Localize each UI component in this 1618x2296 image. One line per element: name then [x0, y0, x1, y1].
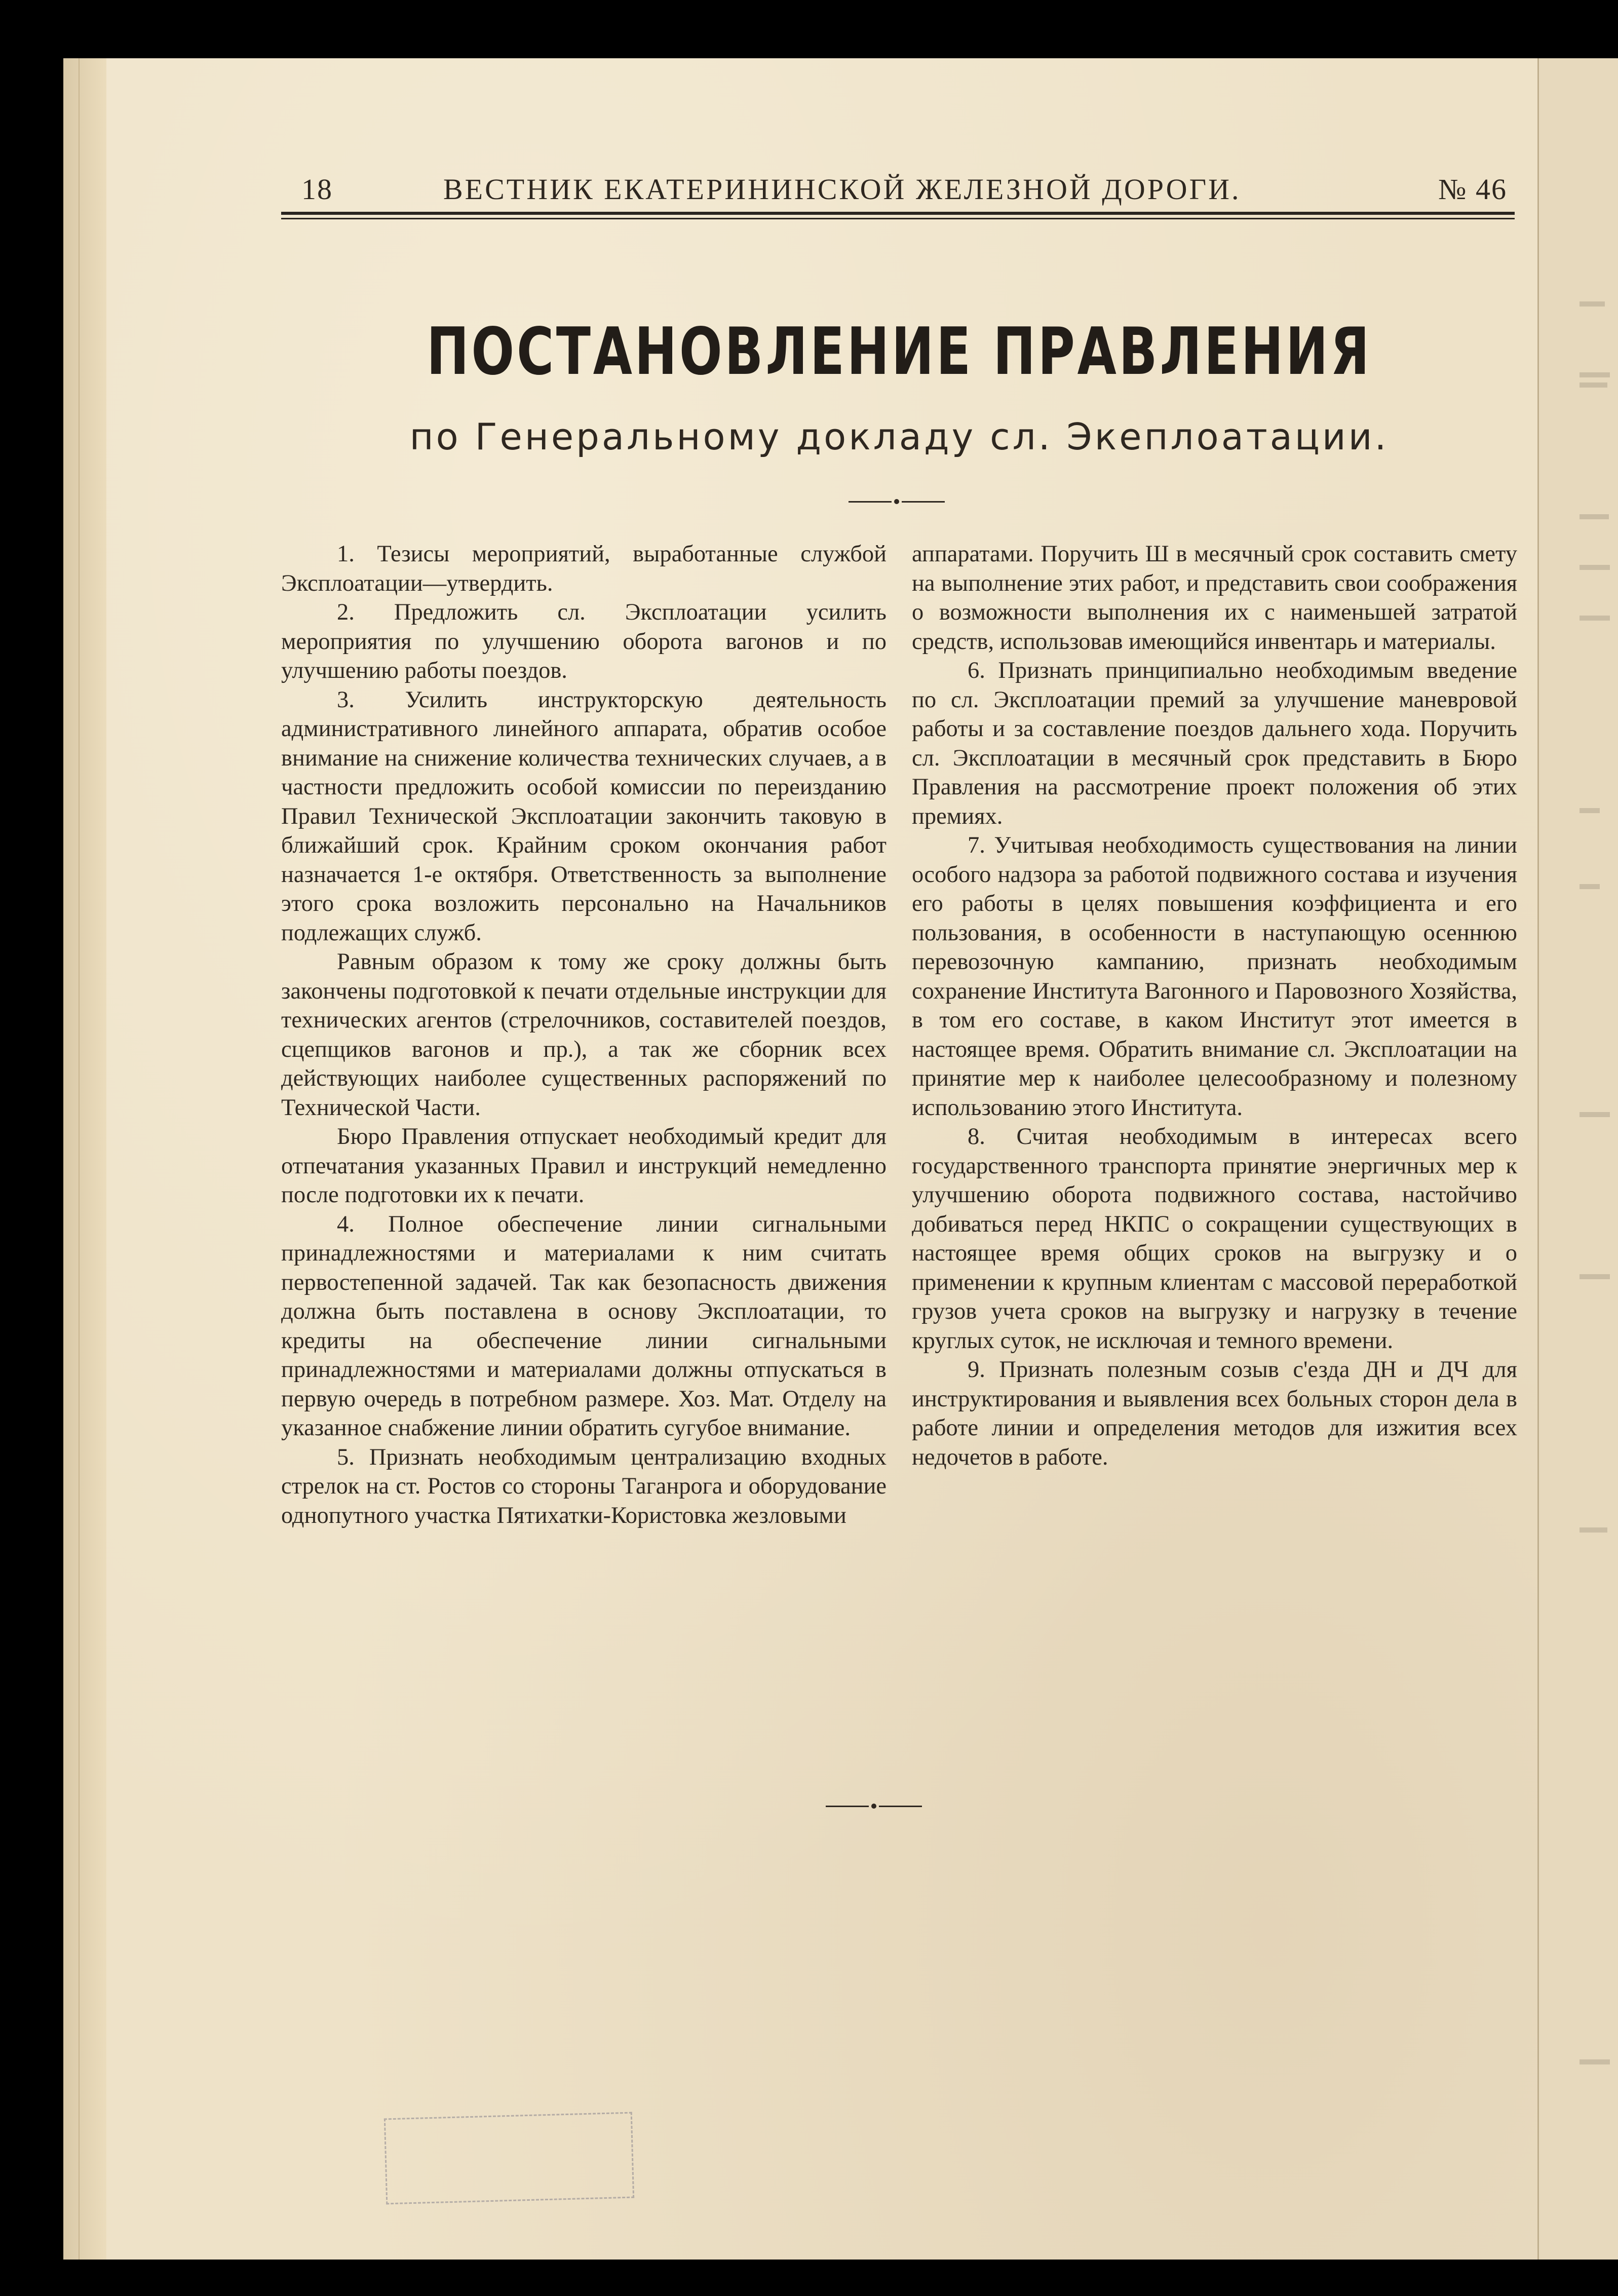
ghost-text-line: [1580, 382, 1607, 388]
paragraph: 9. Признать полезным созыв с'езда ДН и ДЧ для инструктирования и выявления всех больных сторон дела в работе линии и определения методов для изжития всех недочетов в работе.: [912, 1357, 1517, 1470]
ghost-text-line: [1580, 1527, 1607, 1533]
paragraph: аппаратами. Поручить Ш в месячный срок составить смету на выполнение этих работ, и представить свои соображения о возможности выполнения их с наименьшей затратой средств, использовав имеющийся инвентарь и материалы.: [912, 541, 1517, 655]
paragraph: Бюро Правления отпускает необходимый кредит для отпечатания указанных Правил и инструкций немедленно после подготовки их к печати.: [281, 1124, 887, 1208]
ghost-text-line: [1580, 1112, 1610, 1117]
ghost-text-line: [1580, 616, 1610, 621]
issue-number: № 46: [1438, 173, 1507, 206]
running-header: [281, 172, 1517, 213]
journal-title: ВЕСТНИК ЕКАТЕРИНИНСКОЙ ЖЕЛЕЗНОЙ ДОРОГИ.: [443, 173, 1241, 206]
binding-fold-line: [79, 58, 80, 2260]
header-rule: [281, 212, 1515, 215]
article-title: ПОСТАНОВЛЕНИЕ ПРАВЛЕНИЯ: [427, 314, 1372, 390]
adjacent-page-edge: [1537, 58, 1618, 2260]
text-column-left: [281, 540, 887, 1530]
page-binding-edge: [63, 58, 106, 2260]
paragraph: 6. Признать принципиально необходимым введение по сл. Эксплоатации премий за улучшение маневровой работы и за составление поездов дальнего хода. Поручить сл. Эксплоатации в месячный срок представить в Бюро Правления на рассмотрение проект положения об этих премиях.: [912, 658, 1517, 829]
paragraph: 2. Предложить сл. Эксплоатации усилить мероприятия по улучшению оборота вагонов и по улучшению работы поездов.: [281, 599, 887, 683]
paragraph: 8. Считая необходимым в интересах всего государственного транспорта принятие энергичных мер к улучшению оборота подвижного состава, настойчиво добиваться перед НКПС о сокращении существующих в настоящее время общих сроков на выгрузку и о применении к крупным клиентам с массовой переработкой грузов учета сроков на выгрузку и нагрузку в течение круглых суток, не исключая и темного времени.: [912, 1124, 1517, 1354]
paragraph: 5. Признать необходимым централизацию входных стрелок на ст. Ростов со стороны Таганрога и оборудование однопутного участка Пятихатки-Користовка жезловыми: [281, 1444, 887, 1528]
ornament-divider: [849, 496, 945, 507]
paragraph: Равным образом к тому же сроку должны быть закончены подготовкой к печати отдельные инструкции для технических агентов (стрелочников, составителей поездов, сцепщиков вагонов и пр.), а так же сборник всех действующих наиболее существенных распоряжений по Технической Части.: [281, 949, 887, 1121]
page-number: 18: [301, 173, 333, 206]
ghost-text-line: [1580, 884, 1600, 889]
ghost-text-line: [1580, 514, 1609, 519]
paragraph: 3. Усилить инструкторскую деятельность административного линейного аппарата, обратив особое внимание на снижение количества технических случаев, а в частности предложить особой комиссии по переизданию Правил Технической Эксплоатации закончить таковую в ближайший срок. Крайним сроком окончания работ назначается 1-е октября. Ответственность за выполнение этого срока возложить персонально на Начальников подлежащих служб.: [281, 686, 887, 946]
header-rule-thin: [281, 218, 1515, 219]
paragraph: 4. Полное обеспечение линии сигнальными принадлежностями и материалами к ним считать первостепенной задачей. Так как безопасность движения должна быть поставлена в основу Эксплоатации, то кредиты на обеспечение линии сигнальными принадлежностями и материалами должны отпускаться в первую очередь в потребном размере. Хоз. Мат. Отделу на указанное снабжение линии обратить сугубое внимание.: [281, 1211, 887, 1441]
paragraph: 1. Тезисы мероприятий, выработанные службой Эксплоатации—утвердить.: [281, 541, 887, 596]
ornament-divider-end: [826, 1801, 922, 1811]
ghost-text-line: [1580, 372, 1610, 377]
library-stamp: [384, 2112, 634, 2205]
text-column-right: [912, 540, 1517, 1472]
paragraph: 7. Учитывая необходимость существования на линии особого надзора за работой подвижного состава и изучения его работы в целях повышения коэффициента и его пользования, в особенности в наступающую осеннюю перевозочную кампанию, признать необходимым сохранение Института Вагонного и Паровозного Хозяйства, в том его составе, в каком Институт этот имеется в настоящее время. Обратить внимание сл. Эксплоатации на принятие мер к наиболее целесообразному и полезному использованию этого Института.: [912, 832, 1517, 1121]
ghost-text-line: [1580, 808, 1600, 813]
ghost-text-line: [1580, 1274, 1610, 1279]
ghost-text-line: [1580, 301, 1605, 307]
article-subtitle: по Генеральному докладу сл. Экеплоатации.: [409, 415, 1389, 458]
ghost-text-line: [1580, 2059, 1610, 2064]
ghost-text-line: [1580, 565, 1610, 570]
